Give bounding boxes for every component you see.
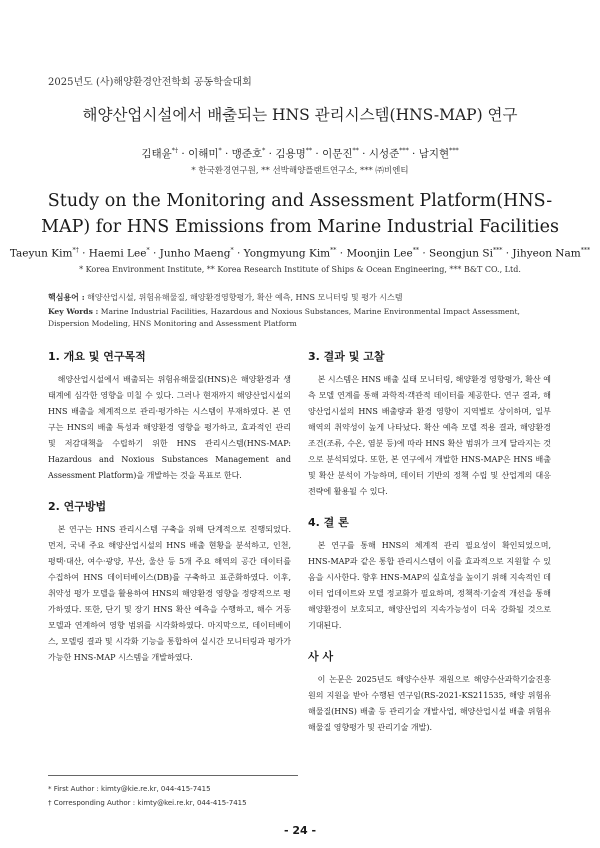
english-keywords-label: Key Words : <box>48 307 99 316</box>
author-affiliation-mark: *** <box>449 147 459 155</box>
author-name: Moonjin Lee <box>346 247 413 260</box>
section-body-intro: 해양산업시설에서 배출되는 위험유해물질(HNS)은 해양환경과 생태계에 심각한 영향을 미칠 수 있다. 그러나 현재까지 해양산업시설의 HNS 배출을 체계적으로 관리·평가하는 시스템이 부재하였다. 본 연구는 HNS의 배출 특성과 해양환경 영향을 평가하고, 효과적인 관리 및 저감대책을 수립하기 위한 HNS 관리시스템(HNS-MAP: Hazardous and Noxious Substances Management and Assessment Platform)을 개발하는 것을 목표로 한다. <box>48 375 291 480</box>
korean-keywords-text: 해양산업시설, 위험유해물질, 해양환경영향평가, 확산 예측, HNS 모니터링 및 평가 시스템 <box>87 293 403 302</box>
author-separator: · <box>233 247 244 260</box>
author-affiliation-mark: * <box>218 147 222 155</box>
english-title: Study on the Monitoring and Assessment Platform(HNS-MAP) for HNS Emissions from Marine Industrial Facilities <box>41 191 559 237</box>
author-name: 김용명 <box>275 148 306 160</box>
author-affiliation-mark: * <box>230 247 234 254</box>
author-name: Taeyun Kim <box>9 247 73 260</box>
footnotes <box>48 775 298 810</box>
author-name: Junho Maeng <box>159 247 231 260</box>
section-body-conclusion: 본 연구를 통해 HNS의 체계적 관리 필요성이 확인되었으며, HNS-MAP과 같은 통합 관리시스템이 이를 효과적으로 지원할 수 있음을 시사한다. 향후 HNS-MAP의 실효성을 높이기 위해 지속적인 데이터 업데이트와 모델 정교화가 필요하며, 정책적·기술적 개선을 통해 해양환경이 보호되고, 해양산업의 지속가능성이 더욱 강화될 것으로 기대된다. <box>308 541 551 630</box>
author-affiliation-mark: ** <box>305 147 313 155</box>
author-name: 시성준 <box>368 148 400 160</box>
author-separator: · <box>312 148 323 160</box>
english-keywords-text: Marine Industrial Facilities, Hazardous and Noxious Substances, Marine Environmental Impact Assessment, Dispersion Modeling, HNS Monitoring and Assessment Platform <box>48 307 520 328</box>
korean-keywords <box>48 292 402 303</box>
section-heading-results: 3. 결과 및 고찰 <box>308 350 385 363</box>
author-separator: · <box>221 148 232 160</box>
author-separator: · <box>502 247 513 260</box>
author-name: 이해미 <box>188 148 219 160</box>
author-name: 맹준호 <box>231 148 263 160</box>
author-name: Haemi Lee <box>88 247 147 260</box>
section-heading-intro: 1. 개요 및 연구목적 <box>48 350 146 363</box>
section-heading-method: 2. 연구방법 <box>48 500 107 513</box>
author-separator: · <box>408 148 419 160</box>
author-affiliation-mark: ** <box>330 247 337 254</box>
section-body-results: 본 시스템은 HNS 배출 실태 모니터링, 해양환경 영향평가, 확산 예측 모델 연계를 통해 과학적·객관적 데이터를 제공한다. 연구 결과, 해양산업시설의 HNS 배출량과 환경 영향이 지역별로 상이하며, 일부 해역의 취약성이 높게 나타났다. 확산 예측 모델 적용 결과, 해양환경 조건(조류, 수온, 염분 등)에 따라 HNS 확산 범위가 크게 달라지는 것으로 분석되었다. 또한, 본 연구에서 개발한 HNS-MAP은 HNS 배출 및 확산 분석이 가능하며, 데이터 기반의 정책 수립 및 산업계의 대응 전략에 활용될 수 있다. <box>308 375 551 496</box>
korean-affiliations: * 한국환경연구원, ** 선박해양플랜트연구소, *** ㈜비엔티 <box>191 166 409 176</box>
author-affiliation-mark: *† <box>72 247 79 254</box>
author-name: 김태윤 <box>141 148 172 160</box>
author-affiliation-mark: *** <box>399 147 409 155</box>
right-column <box>308 348 551 736</box>
author-affiliation-mark: *** <box>492 247 503 254</box>
author-affiliation-mark: * <box>262 147 266 155</box>
section-heading-conclusion: 4. 결 론 <box>308 516 349 529</box>
author-separator: · <box>358 148 369 160</box>
author-separator: · <box>178 148 189 160</box>
page-number: - 24 - <box>283 824 317 837</box>
korean-title: 해양산업시설에서 배출되는 HNS 관리시스템(HNS-MAP) 연구 <box>82 106 518 124</box>
english-author-list <box>0 247 600 260</box>
korean-author-list <box>0 146 600 161</box>
author-separator: · <box>419 247 430 260</box>
left-column <box>48 348 291 666</box>
author-affiliation-mark: *† <box>171 147 179 155</box>
author-name: Seongjun Si <box>429 247 493 260</box>
author-name: Jihyeon Nam <box>512 247 581 260</box>
section-body-method: 본 연구는 HNS 관리시스템 구축을 위해 단계적으로 진행되었다. 먼저, 국내 주요 해양산업시설의 HNS 배출 현황을 분석하고, 인천, 평택·대산, 여수·광양, 부산, 울산 등 5개 주요 해역의 공간 데이터를 수집하여 HNS 데이터베이스(DB)를 구축하고 표준화하였다. 이후, 취약성 평가 모델을 활용하여 HNS의 해양환경 영향을 정량적으로 평가하였다. 또한, 단기 및 장기 HNS 확산 예측을 수행하고, 해수 거동 모델과 연계하여 영향 범위를 시각화하였다. 마지막으로, 데이터베이스, 모델링 결과 및 시각화 기능을 통합하여 실시간 모니터링과 평가가 가능한 HNS-MAP 시스템을 개발하였다. <box>48 525 291 662</box>
author-name: 남지현 <box>418 148 450 160</box>
section-heading-acknowledgement: 사 사 <box>308 650 334 663</box>
author-affiliation-mark: * <box>146 247 150 254</box>
author-affiliation-mark: ** <box>412 247 420 254</box>
footnote-corresponding-author: † Corresponding Author : kimty@kei.re.kr, 044-415-7415 <box>48 799 247 807</box>
section-body-acknowledgement: 이 논문은 2025년도 해양수산부 재원으로 해양수산과학기술진흥원의 지원을 받아 수행된 연구임(RS-2021-KS211535, 해양 위험유해물질(HNS) 배출 등 관리기술 개발사업, 해양산업시설 배출 위험유해물질 영향평가 및 관리기술 개발). <box>308 675 551 732</box>
author-name: Yongmyung Kim <box>243 247 331 260</box>
english-affiliations: * Korea Environment Institute, ** Korea Research Institute of Ships & Ocean Engineering, *** B&T CO., Ltd. <box>79 265 521 274</box>
korean-keywords-label: 핵심용어 : <box>48 292 85 302</box>
footnote-first-author: * First Author : kimty@kie.re.kr, 044-415-7415 <box>48 785 211 793</box>
author-affiliation-mark: *** <box>580 247 591 254</box>
author-affiliation-mark: ** <box>352 147 359 155</box>
author-separator: · <box>78 247 89 260</box>
author-name: 이문진 <box>322 148 353 160</box>
author-separator: · <box>265 148 276 160</box>
english-keywords <box>48 306 553 330</box>
conference-header: 2025년도 (사)해양환경안전학회 공동학술대회 <box>48 77 252 88</box>
author-separator: · <box>336 247 347 260</box>
author-separator: · <box>149 247 160 260</box>
